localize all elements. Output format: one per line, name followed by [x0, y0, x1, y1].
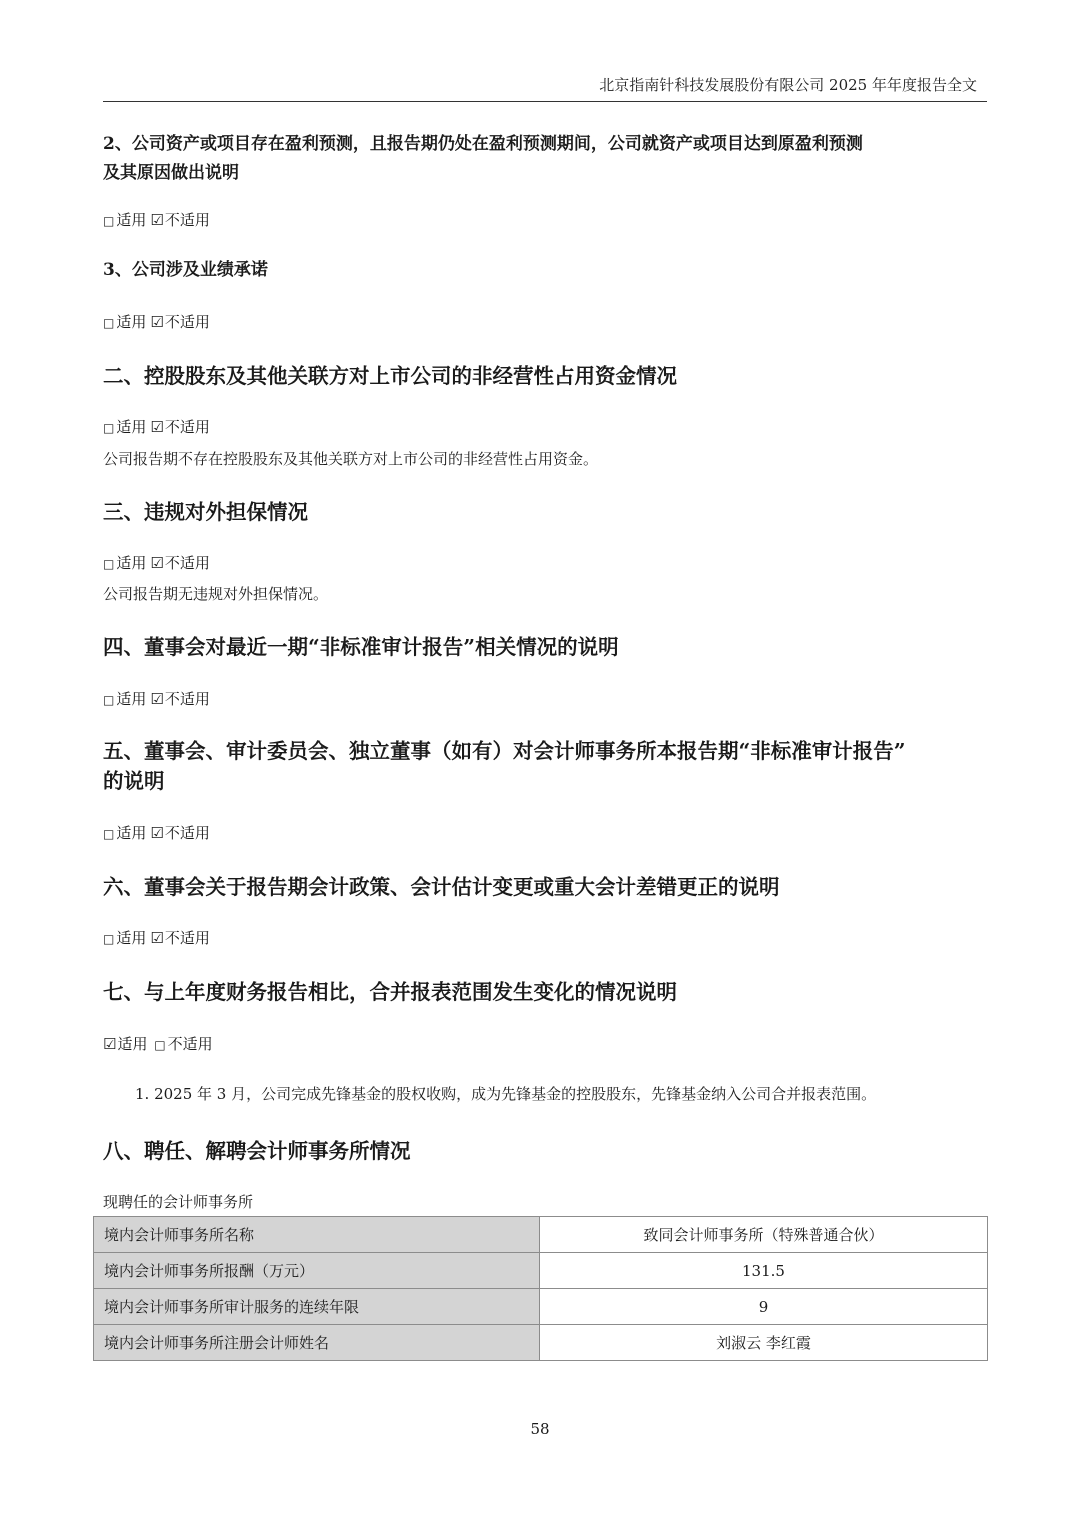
applicable-label: 适用	[116, 418, 147, 436]
not-applicable-label: 不适用	[164, 929, 210, 947]
checked-box-icon: ☑	[150, 824, 164, 842]
item-2-options	[103, 210, 210, 231]
table-cell-value: 致同会计师事务所（特殊普通合伙）	[540, 1217, 988, 1253]
not-applicable-label: 不适用	[164, 418, 210, 436]
item-2-title	[103, 130, 973, 188]
item-3-title: 3、公司涉及业绩承诺	[103, 260, 268, 280]
auditor-table-caption: 现聘任的会计师事务所	[103, 1193, 254, 1211]
section-six-options	[103, 928, 210, 949]
section-five-title-line1: 五、董事会、审计委员会、独立董事（如有）对会计师事务所本报告期“非标准审计报告”	[103, 739, 906, 763]
not-applicable-label: 不适用	[164, 313, 210, 331]
table-cell-value: 刘淑云 李红霞	[540, 1325, 988, 1361]
header-divider	[103, 101, 987, 102]
applicable-label: 适用	[116, 554, 147, 572]
checked-box-icon: ☑	[150, 554, 164, 572]
table-row	[94, 1217, 988, 1253]
header-title: 北京指南针科技发展股份有限公司 2025 年年度报告全文	[599, 76, 977, 94]
table-row	[94, 1325, 988, 1361]
table-row	[94, 1253, 988, 1289]
item-2-title-line1: 2、公司资产或项目存在盈利预测，且报告期仍处在盈利预测期间，公司就资产或项目达到原盈利预测	[103, 134, 863, 154]
applicable-label: 适用	[116, 929, 147, 947]
auditor-table	[93, 1216, 988, 1361]
section-seven-title: 七、与上年度财务报告相比，合并报表范围发生变化的情况说明	[103, 980, 677, 1004]
table-cell-label: 境内会计师事务所审计服务的连续年限	[94, 1289, 540, 1325]
applicable-label: 适用	[117, 1035, 148, 1053]
not-applicable-label: 不适用	[164, 824, 210, 842]
section-two-note: 公司报告期不存在控股股东及其他关联方对上市公司的非经营性占用资金。	[103, 450, 599, 468]
unchecked-box-icon: □	[103, 932, 115, 946]
not-applicable-label: 不适用	[164, 211, 210, 229]
section-five-title	[103, 736, 973, 796]
item-3-options	[103, 312, 210, 333]
section-five-options	[103, 823, 210, 844]
section-seven-item-1: 1. 2025 年 3 月，公司完成先锋基金的股权收购，成为先锋基金的控股股东，先锋基金纳入公司合并报表范围。	[135, 1085, 877, 1103]
unchecked-box-icon: □	[103, 214, 115, 228]
unchecked-box-icon: □	[103, 557, 115, 571]
section-five-title-line2: 的说明	[103, 769, 165, 793]
section-three-title: 三、违规对外担保情况	[103, 500, 308, 524]
section-eight-title: 八、聘任、解聘会计师事务所情况	[103, 1139, 411, 1163]
unchecked-box-icon: □	[103, 827, 115, 841]
checked-box-icon: ☑	[150, 690, 164, 708]
applicable-label: 适用	[116, 824, 147, 842]
unchecked-box-icon: □	[103, 693, 115, 707]
table-cell-value: 9	[540, 1289, 988, 1325]
table-cell-label: 境内会计师事务所注册会计师姓名	[94, 1325, 540, 1361]
section-two-options	[103, 417, 210, 438]
checked-box-icon: ☑	[103, 1035, 117, 1053]
section-three-note: 公司报告期无违规对外担保情况。	[103, 585, 329, 603]
not-applicable-label: 不适用	[164, 554, 210, 572]
section-four-options	[103, 689, 210, 710]
page-number: 58	[530, 1420, 550, 1438]
applicable-label: 适用	[116, 313, 147, 331]
checked-box-icon: ☑	[150, 211, 164, 229]
checked-box-icon: ☑	[150, 418, 164, 436]
unchecked-box-icon: □	[103, 421, 115, 435]
section-two-title: 二、控股股东及其他关联方对上市公司的非经营性占用资金情况	[103, 364, 677, 388]
unchecked-box-icon: □	[103, 316, 115, 330]
section-four-title: 四、董事会对最近一期“非标准审计报告”相关情况的说明	[103, 635, 619, 659]
item-2-title-line2: 及其原因做出说明	[103, 163, 239, 183]
table-row	[94, 1289, 988, 1325]
section-seven-options	[103, 1034, 213, 1055]
checked-box-icon: ☑	[150, 313, 164, 331]
not-applicable-label: 不适用	[167, 1035, 213, 1053]
table-cell-value: 131.5	[540, 1253, 988, 1289]
unchecked-box-icon: □	[154, 1038, 166, 1052]
not-applicable-label: 不适用	[164, 690, 210, 708]
applicable-label: 适用	[116, 690, 147, 708]
section-three-options	[103, 553, 210, 574]
checked-box-icon: ☑	[150, 929, 164, 947]
table-cell-label: 境内会计师事务所报酬（万元）	[94, 1253, 540, 1289]
applicable-label: 适用	[116, 211, 147, 229]
table-cell-label: 境内会计师事务所名称	[94, 1217, 540, 1253]
section-six-title: 六、董事会关于报告期会计政策、会计估计变更或重大会计差错更正的说明	[103, 875, 780, 899]
